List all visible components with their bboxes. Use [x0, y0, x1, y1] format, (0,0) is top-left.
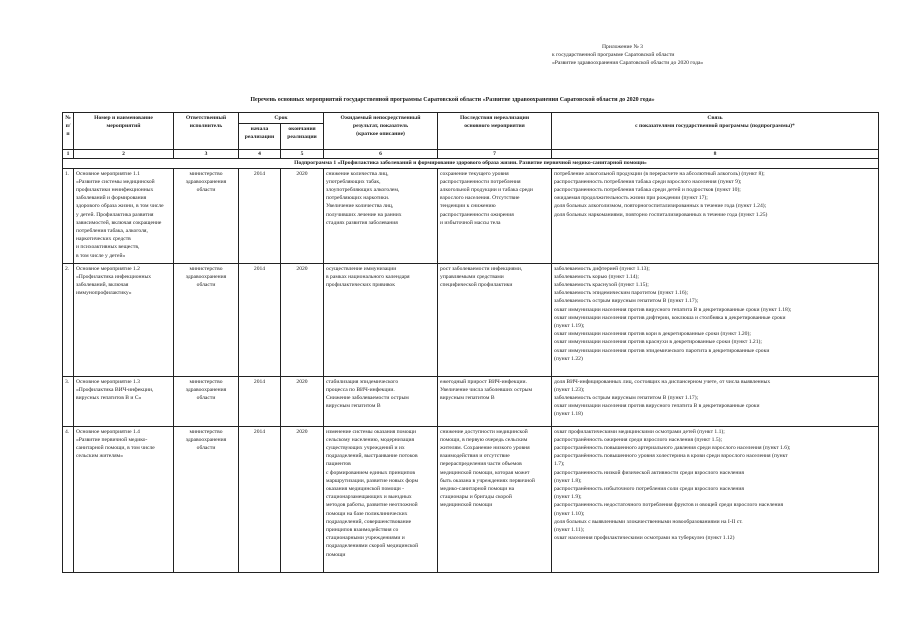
- subprogram-row: [63, 159, 879, 168]
- row-num: 3.: [63, 376, 74, 426]
- column-number: 4: [239, 150, 281, 159]
- row-name: Основное мероприятие 1.4 «Развитие первичной медико- санитарной помощи, в том числе сельским жителям»: [74, 426, 174, 572]
- header-consequences: Последствия нереализации основного мероприятия: [438, 113, 552, 150]
- row-consequences: рост заболеваемости инфекциями, управляемыми средствами специфической профилактики: [438, 263, 552, 376]
- column-number: 5: [281, 150, 324, 159]
- column-number: 2: [74, 150, 174, 159]
- table-row: [63, 426, 879, 572]
- subprogram-title: Подпрограмма 1 «Профилактика заболеваний и формирование здорового образа жизни. Развитие первичной медико-санитарной помощи»: [63, 159, 879, 168]
- row-responsible: министерство здравоохранения области: [174, 168, 239, 263]
- column-number: 1: [63, 150, 74, 159]
- row-link: потребление алкогольной продукции (в перерасчете на абсолютный алкоголь) (пункт 8); распространенность потребления табака среди взрослого населения (пункт 9); распространенность потребления табака среди детей и подростков (пункт 10); ожидаемая продолжительность жизни при рождении (пункт 17); доля больных алкоголизмом, повторногоспитализированных в течение года (пункт 1.24); доля больных наркоманиями, повторно госпитализированных в течение года (пункт 1.25): [552, 168, 879, 263]
- appendix-note: [552, 43, 752, 67]
- table-row: [63, 263, 879, 376]
- header-row: [63, 113, 879, 124]
- row-link: заболеваемость дифтерией (пункт 1.13); заболеваемость корью (пункт 1.14); заболеваемость краснухой (пункт 1.15); заболеваемость эпидемическим паротитом (пункт 1.16); заболеваемость острым вирусным гепатитом В (пункт 1.17); охват иммунизации населения против вирусного гепатита В в декретированные сроки (пункт 1.18); охват иммунизации населения против дифтерии, коклюша и столбняка в декретированные сроки (пункт 1.19); охват иммунизации населения против кори в декретированные сроки (пункт 1.20); охват иммунизации населения против краснухи в декретированные сроки (пункт 1.21); охват иммунизации населения против эпидемического паротита в декретированные сроки (пункт 1.22): [552, 263, 879, 376]
- row-link: охват профилактическими медицинскими осмотрами детей (пункт 1.1); распространённость ожирения среди взрослого населения (пункт 1.5); распространённость повышенного артериального давления среди взрослого населения (пункт 1.6); распространённость повышенного уровня холестерина в крови среди взрослого населения (пункт 1.7); распространенность низкой физической активности среди взрослого населения (пункт 1.8); распространённость избыточного потребления соли среди взрослого населения (пункт 1.9); распространенность недостаточного потребления фруктов и овощей среди взрослого населения (пункт 1.10); доля больных с выявленными злокачественными новообразованиями на I-II ст. (пункт 1.11); охват населения профилактическими осмотрами на туберкулез (пункт 1.12): [552, 426, 879, 572]
- header-link: Связь с показателями государственной программы (подпрограммы)*: [552, 113, 879, 150]
- column-number-row: [63, 150, 879, 159]
- row-num: 1.: [63, 168, 74, 263]
- row-responsible: министерство здравоохранения области: [174, 376, 239, 426]
- header-end: окончания реализации: [281, 124, 324, 150]
- row-start: 2014: [239, 168, 281, 263]
- appendix-line: «Развитие здравоохранения Саратовской области до 2020 года»: [552, 60, 704, 66]
- row-name: Основное мероприятие 1.3 «Профилактика ВИЧ-инфекции, вирусных гепатитов В и С»: [74, 376, 174, 426]
- row-name: Основное мероприятие 1.1 «Развитие системы медицинской профилактики неинфекционных заболеваний и формирования здорового образа жизни, в том числе у детей. Профилактика развития зависимостей, включая сокращение потребления табака, алкоголя, наркотических средств и психоактивных веществ, в том числе у детей»: [74, 168, 174, 263]
- row-end: 2020: [281, 426, 324, 572]
- header-name: Номер и наименование мероприятий: [74, 113, 174, 150]
- column-number: 7: [438, 150, 552, 159]
- header-responsible: Ответственный исполнитель: [174, 113, 239, 150]
- row-result: стабилизация эпидемического процесса по ВИЧ-инфекции. Снижение заболеваемости острым вирусным гепатитом В: [324, 376, 438, 426]
- header-start: начала реализации: [239, 124, 281, 150]
- row-name: Основное мероприятие 1.2 «Профилактика инфекционных заболеваний, включая иммунопрофилактику»: [74, 263, 174, 376]
- appendix-line: к государственной программе Саратовской области: [552, 52, 675, 58]
- table-row: [63, 168, 879, 263]
- column-number: 3: [174, 150, 239, 159]
- row-start: 2014: [239, 376, 281, 426]
- row-end: 2020: [281, 263, 324, 376]
- row-end: 2020: [281, 376, 324, 426]
- row-num: 4.: [63, 426, 74, 572]
- row-link: доля ВИЧ-инфицированных лиц, состоящих на диспансерном учете, от числа выявленных (пункт 1.23); заболеваемость острым вирусным гепатитом В (пункт 1.17); охват иммунизации населения против вирусного гепатита В в декретированные сроки (пункт 1.18): [552, 376, 879, 426]
- table-row: [63, 376, 879, 426]
- row-result: изменение системы оказания помощи сельскому населению, модернизация существующих учреждений и их подразделений, выстраивание потоков пациентов с формированием единых принципов маршрутизации, развитие новых форм оказания медицинской помощи - стационарзамещающих и выездных методов работы, развитие неотложной помощи на базе поликлинических подразделений, совершенствование принципов взаимодействия со стационарными учреждениями и подразделениями скорой медицинской помощи: [324, 426, 438, 572]
- row-start: 2014: [239, 263, 281, 376]
- header-num: № п/п: [63, 113, 74, 150]
- row-consequences: сохранение текущего уровня распространенности потребления алкогольной продукции и табака среди взрослого населения. Отсутствие тенденции к снижению распространенности ожирения и избыточной массы тела: [438, 168, 552, 263]
- row-consequences: снижение доступности медицинской помощи, в первую очередь сельским жителям. Сохранение низкого уровня взаимодействия и отсутствие перераспределения части объемов медицинской помощи, которая может быть оказана в учреждениях первичной медико-санитарной помощи на стационары и бригады скорой медицинской помощи: [438, 426, 552, 572]
- row-start: 2014: [239, 426, 281, 572]
- column-number: 6: [324, 150, 438, 159]
- header-result: Ожидаемый непосредственный результат, показатель (краткое описание): [324, 113, 438, 150]
- row-consequences: ежегодный прирост ВИЧ-инфекции. Увеличение числа заболевших острым вирусным гепатитом В: [438, 376, 552, 426]
- row-responsible: министерство здравоохранения области: [174, 263, 239, 376]
- column-number: 8: [552, 150, 879, 159]
- row-end: 2020: [281, 168, 324, 263]
- row-result: осуществление иммунизации в рамках национального календаря профилактических прививок: [324, 263, 438, 376]
- row-result: снижение количества лиц, употребляющих табак, злоупотребляющих алкоголем, потребляющих наркотики. Увеличение количества лиц, получивших лечение на ранних стадиях развития заболевания: [324, 168, 438, 263]
- header-term: Срок: [239, 113, 324, 124]
- document-title: Перечень основных мероприятий государственной программы Саратовской области «Развитие здравоохранения Саратовской области до 2020 года»: [250, 97, 655, 103]
- row-responsible: министерство здравоохранения области: [174, 426, 239, 572]
- row-num: 2.: [63, 263, 74, 376]
- appendix-line: Приложение № 3: [602, 44, 643, 50]
- measures-table: [62, 112, 879, 573]
